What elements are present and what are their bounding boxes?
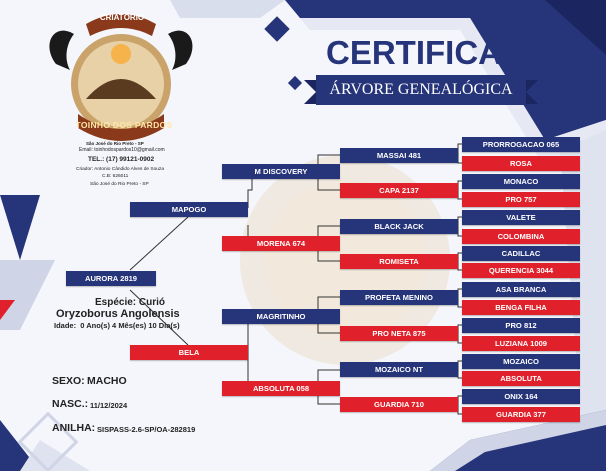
sex-label: SEXO: — [52, 375, 85, 387]
ggg-parent-8: QUERENCIA 3044 — [462, 263, 580, 278]
certificate-subtitle: ÁRVORE GENEALÓGICA — [316, 75, 526, 105]
ggg-parent-12: LUZIANA 1009 — [462, 336, 580, 351]
breeder-email: Email: toinhodospardos10@gmail.com — [79, 147, 165, 153]
ggg-parent-3: MONACO — [462, 174, 580, 189]
ggg-parent-15: ONIX 164 — [462, 389, 580, 404]
logo-city: São José do Rio Preto - SP — [86, 141, 144, 146]
breeder-address: São José do Rio Preto - SP — [90, 182, 149, 187]
ggg-parent-13: MOZAICO — [462, 354, 580, 369]
great-grandparent-7: MOZAICO NT — [340, 362, 458, 377]
grandparent-paternal-grandmother: MORENA 674 — [222, 236, 340, 251]
birth-value: 11/12/2024 — [90, 401, 128, 410]
ggg-parent-11: PRO 812 — [462, 318, 580, 333]
great-grandparent-2: CAPA 2137 — [340, 183, 458, 198]
ggg-parent-7: CADILLAC — [462, 246, 580, 261]
breeder-code: C.B: 626011 — [102, 174, 129, 179]
ggg-parent-10: BENGA FILHA — [462, 300, 580, 315]
ring-label: ANILHA: — [52, 422, 96, 434]
sex-value: MACHO — [87, 375, 127, 387]
great-grandparent-3: BLACK JACK — [340, 219, 458, 234]
great-grandparent-5: PROFETA MENINO — [340, 290, 458, 305]
ring-value: SISPASS-2.6-SP/OA-282819 — [97, 425, 196, 434]
ggg-parent-6: COLOMBINA — [462, 229, 580, 244]
ggg-parent-14: ABSOLUTA — [462, 371, 580, 386]
scientific-name: Oryzoborus Angolensis — [56, 308, 180, 320]
logo-top-text: CRIATÓRIO — [99, 13, 145, 22]
ggg-parent-1: PRORROGACAO 065 — [462, 137, 580, 152]
logo-name: TOINHO DOS PARDOS — [75, 120, 173, 130]
certificate-title: CERTIFICADO — [326, 34, 552, 71]
ggg-parent-4: PRO 757 — [462, 192, 580, 207]
grandparent-paternal-grandfather: M DISCOVERY — [222, 164, 340, 179]
species-label: Espécie: Curió — [95, 297, 166, 308]
parent-father: MAPOGO — [130, 202, 248, 217]
great-grandparent-4: ROMISETA — [340, 254, 458, 269]
ggg-parent-16: GUARDIA 377 — [462, 407, 580, 422]
great-grandparent-1: MASSAI 481 — [340, 148, 458, 163]
grandparent-maternal-grandfather: MAGRITINHO — [222, 309, 340, 324]
parent-mother: BELA — [130, 345, 248, 360]
great-grandparent-8: GUARDIA 710 — [340, 397, 458, 412]
ggg-parent-9: ASA BRANCA — [462, 282, 580, 297]
breeder-caretaker: Criador: Antonio Cândido Alves de Souza — [76, 167, 164, 172]
birth-label: NASC.: — [52, 398, 89, 410]
great-grandparent-6: PRO NETA 875 — [340, 326, 458, 341]
grandparent-maternal-grandmother: ABSOLUTA 058 — [222, 381, 340, 396]
subject-bird-name: AURORA 2819 — [66, 271, 156, 286]
breeder-phone: TEL.: (17) 99121-0902 — [88, 156, 155, 163]
ggg-parent-2: ROSA — [462, 156, 580, 171]
ggg-parent-5: VALETE — [462, 210, 580, 225]
age: Idade: 0 Ano(s) 4 Mês(es) 10 Dia(s) — [54, 321, 180, 330]
